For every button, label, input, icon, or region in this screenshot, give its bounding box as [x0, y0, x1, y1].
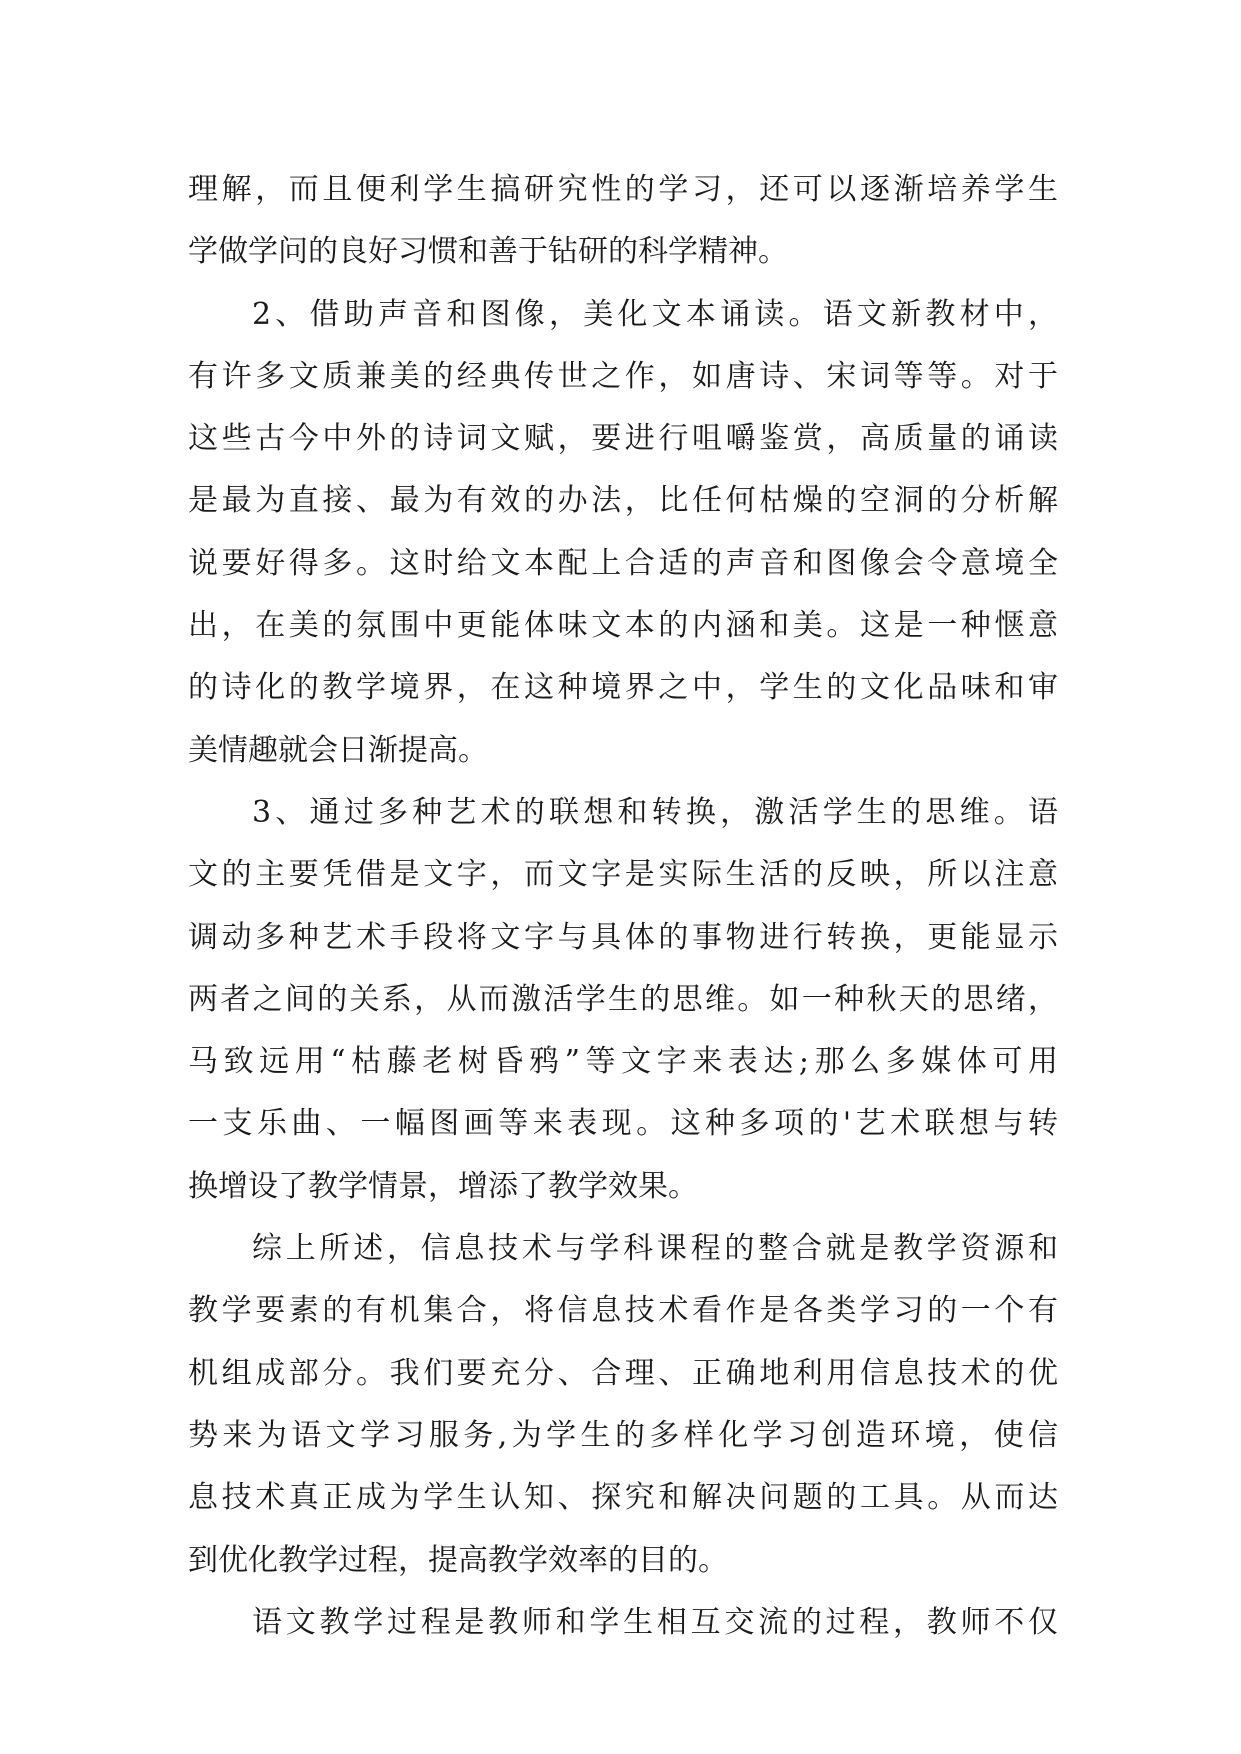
text-line: 息技术真正成为学生认知、探究和解决问题的工具。从而达 [188, 1480, 1058, 1516]
text-line: 到优化教学过程，提高教学效率的目的。 [188, 1542, 728, 1578]
text-line: 有许多文质兼美的经典传世之作，如唐诗、宋词等等。对于 [188, 358, 1058, 394]
text-line: 换增设了教学情景，增添了教学效果。 [188, 1168, 698, 1204]
document-body [188, 159, 1058, 1654]
text-line: 文的主要凭借是文字，而文字是实际生活的反映，所以注意 [188, 857, 1058, 893]
text-line: 调动多种艺术手段将文字与具体的事物进行转换，更能显示 [188, 919, 1058, 955]
paragraph-start-line: 语文教学过程是教师和学生相互交流的过程，教师不仅 [252, 1604, 1058, 1640]
text-line: 一支乐曲、一幅图画等来表现。这种多项的'艺术联想与转 [188, 1106, 1058, 1142]
text-line: 学做学问的良好习惯和善于钻研的科学精神。 [188, 234, 788, 270]
text-line: 马致远用“枯藤老树昏鸦”等文字来表达;那么多媒体可用 [188, 1044, 1058, 1080]
text-line: 美情趣就会日渐提高。 [188, 732, 488, 768]
text-line: 这些古今中外的诗词文赋，要进行咀嚼鉴赏，高质量的诵读 [188, 421, 1058, 457]
text-line: 势来为语文学习服务,为学生的多样化学习创造环境，使信 [188, 1417, 1058, 1453]
paragraph-start-line: 综上所述，信息技术与学科课程的整合就是教学资源和 [252, 1231, 1058, 1267]
text-line: 机组成部分。我们要充分、合理、正确地利用信息技术的优 [188, 1355, 1058, 1391]
text-line: 的诗化的教学境界，在这种境界之中，学生的文化品味和审 [188, 670, 1058, 706]
text-line: 两者之间的关系，从而激活学生的思维。如一种秋天的思绪， [188, 981, 1058, 1017]
paragraph-start-line: 2、借助声音和图像，美化文本诵读。语文新教材中， [252, 296, 1058, 332]
text-line: 是最为直接、最为有效的办法，比任何枯燥的空洞的分析解 [188, 483, 1058, 519]
text-line: 教学要素的有机集合，将信息技术看作是各类学习的一个有 [188, 1293, 1058, 1329]
paragraph-start-line: 3、通过多种艺术的联想和转换，激活学生的思维。语 [252, 794, 1058, 830]
text-line: 出，在美的氛围中更能体味文本的内涵和美。这是一种惬意 [188, 608, 1058, 644]
text-line: 说要好得多。这时给文本配上合适的声音和图像会令意境全 [188, 545, 1058, 581]
text-line: 理解，而且便利学生搞研究性的学习，还可以逐渐培养学生 [188, 172, 1058, 207]
